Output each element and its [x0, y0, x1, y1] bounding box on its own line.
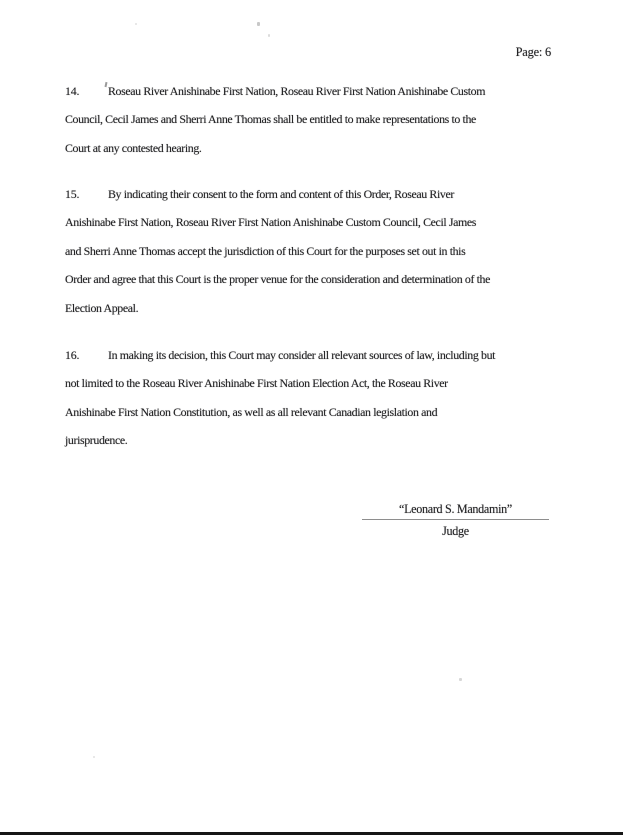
paragraph-line-text: Roseau River Anishinabe First Nation, Roseau River First Nation Anishinabe Custom — [108, 84, 486, 98]
paragraph-line-text: In making its decision, this Court may consider all relevant sources of law, including but — [108, 348, 496, 362]
scan-speck — [268, 34, 270, 37]
paragraph-15 — [65, 180, 490, 322]
paragraph-line — [65, 341, 495, 369]
paragraph-number: 16. — [65, 348, 80, 362]
page-number: Page: 6 — [515, 45, 551, 59]
paragraph-number: 15. — [65, 187, 80, 201]
signature-title: Judge — [442, 524, 469, 538]
paragraph-number: 14. — [65, 84, 80, 98]
paragraph-line: Council, Cecil James and Sherri Anne Thomas shall be entitled to make representations to the — [65, 112, 476, 127]
paragraph-line: Anishinabe First Nation Constitution, as well as all relevant Canadian legislation and — [65, 404, 438, 419]
signature-block — [362, 502, 549, 539]
paragraph-line: jurisprudence. — [65, 433, 128, 448]
scan-edge-line-artifact — [0, 832, 623, 835]
scan-speck — [257, 22, 260, 26]
signature-name: “Leonard S. Mandamin” — [362, 502, 549, 520]
paragraph-line: Order and agree that this Court is the proper venue for the consideration and determination of the — [65, 272, 491, 287]
scan-speck — [93, 756, 95, 758]
scan-speck — [135, 23, 137, 25]
paragraph-line: and Sherri Anne Thomas accept the jurisdiction of this Court for the purposes set out in this — [65, 243, 466, 258]
paragraph-16 — [65, 341, 495, 455]
paragraph-line: Court at any contested hearing. — [65, 140, 202, 155]
paragraph-line — [65, 180, 490, 208]
paragraph-line: not limited to the Roseau River Anishinabe First Nation Election Act, the Roseau River — [65, 376, 448, 391]
paragraph-line — [65, 77, 485, 105]
scan-speck — [459, 678, 462, 681]
paragraph-line: Election Appeal. — [65, 300, 139, 315]
paragraph-14 — [65, 77, 485, 162]
paragraph-line-text: By indicating their consent to the form and content of this Order, Roseau River — [108, 187, 454, 201]
paragraph-line: Anishinabe First Nation, Roseau River First Nation Anishinabe Custom Council, Cecil James — [65, 215, 477, 230]
